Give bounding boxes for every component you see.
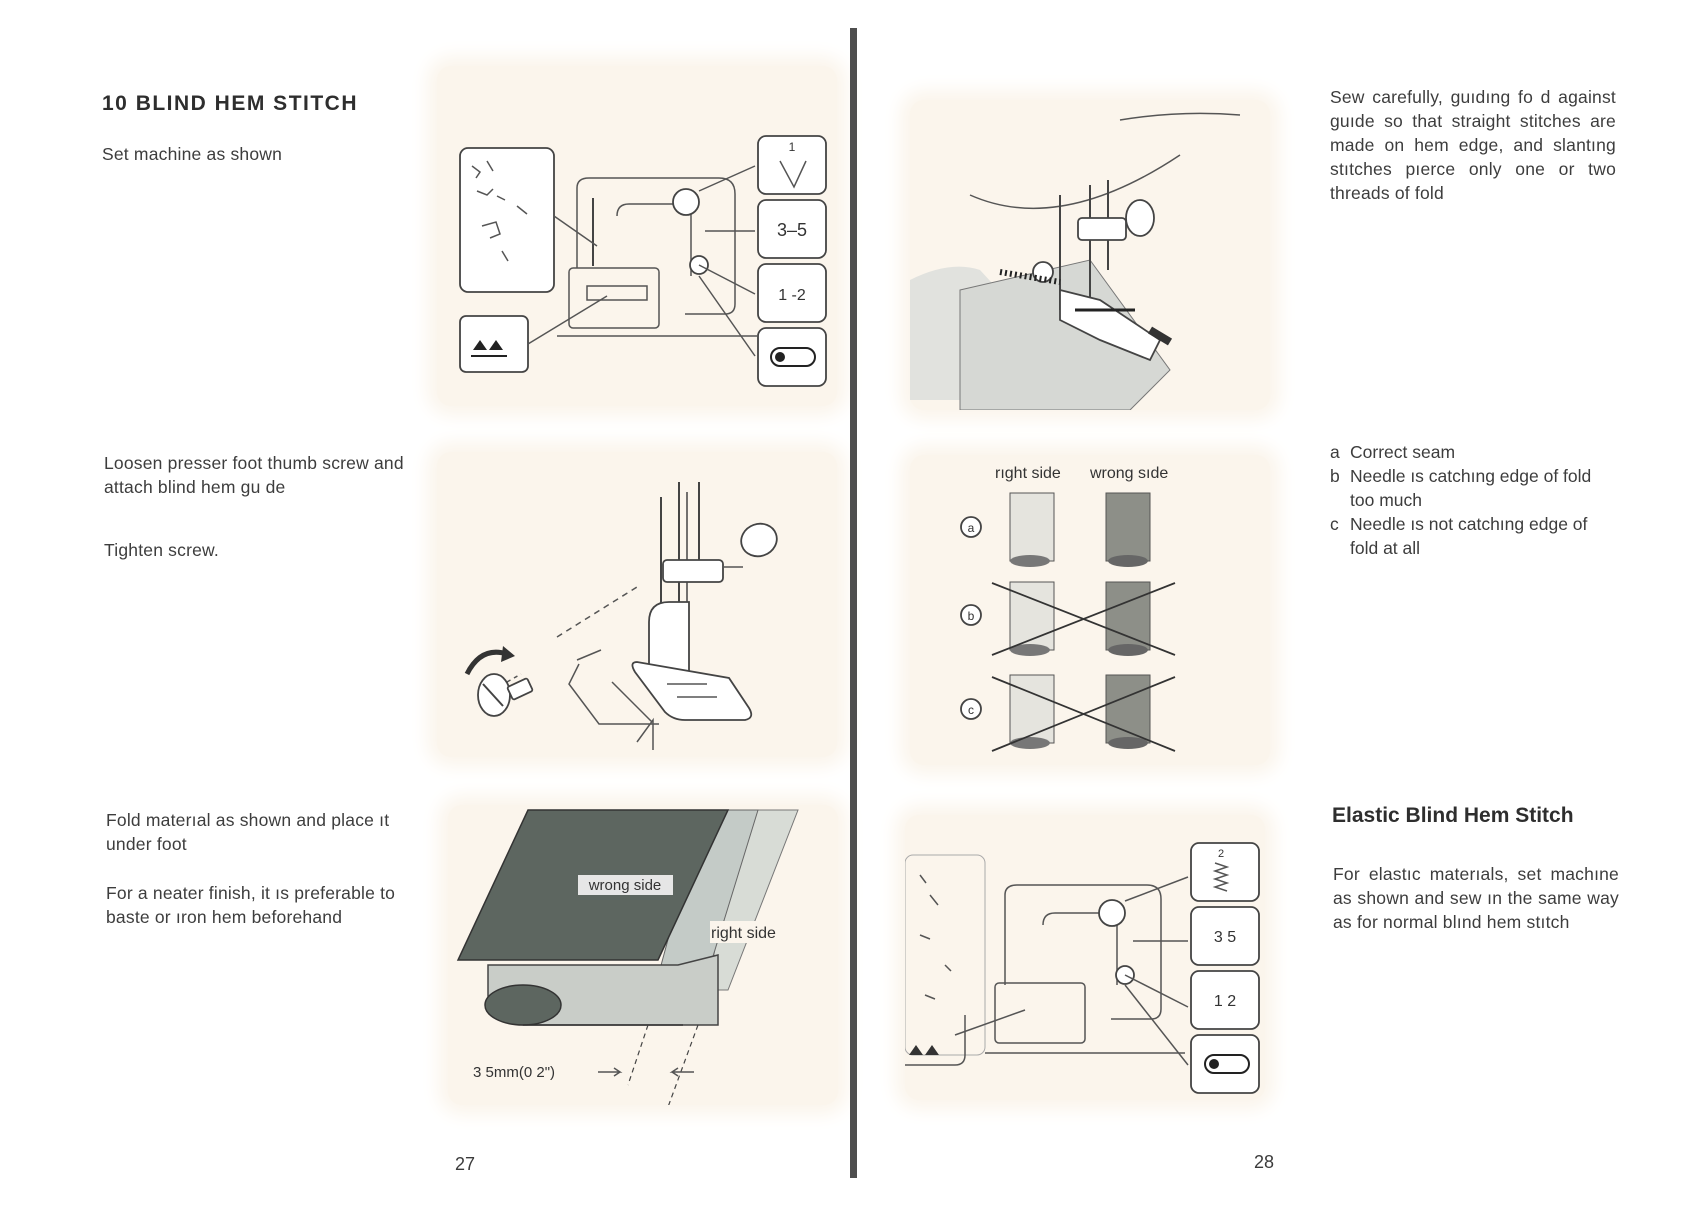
step-tighten-screw: Tighten screw. [104,540,219,560]
page-number-left: 27 [455,1154,476,1174]
step-neater-finish: For a neater finish, it ıs preferable to baste or ıron hem beforehand [106,883,396,927]
stitch-setting-value: 1 [788,140,796,154]
machine-setup-figure [437,66,837,406]
book-spine [850,28,857,1178]
seam-comparison-figure [910,455,1270,765]
width-setting-value: 3–5 [776,220,808,240]
wrong-side-label: wrong side [588,877,662,894]
elastic-length-setting: 1 2 [1213,993,1237,1010]
right-side-label: right side [711,925,776,942]
elastic-instructions: For elastıc materıals, set machıne as shown and sew ın the same way as for normal blınd hem stıtch [1333,864,1619,932]
step-loosen-screw: Loosen presser foot thumb screw and attach blind hem gu de [104,453,404,497]
elastic-setup-figure [905,815,1265,1100]
page-number-right: 28 [1254,1152,1275,1172]
elastic-section-title: Elastic Blind Hem Stitch [1332,804,1574,827]
step-fold-material: Fold materıal as shown and place ıt under foot [106,810,390,854]
sewing-guide-figure [910,100,1270,410]
elastic-stitch-setting: 2 [1217,848,1225,860]
elastic-width-setting: 3 5 [1213,929,1237,946]
stitch-chart-icon [460,148,554,292]
svg-text:b: b [967,609,975,623]
step-set-machine: Set machine as shown [102,144,283,164]
svg-text:c: c [968,703,974,717]
svg-text:a: a [967,521,975,535]
blind-hem-guide-figure [437,452,837,757]
wrong-side-column-label: wrong sıde [1090,465,1169,482]
right-side-column-label: rıght side [995,465,1061,482]
folded-material-figure [448,805,838,1105]
sew-carefully-text: Sew carefully, guıdıng fo d against guıde so that straight stitches are made on hem edge, and slantıng stıtches pıerce only one or two threads of fold [1330,87,1616,203]
page-title: 10 BLIND HEM STITCH [102,92,359,115]
length-setting-value: 1 -2 [778,287,806,304]
hem-measure-label: 3 5mm(0 2") [473,1064,556,1081]
